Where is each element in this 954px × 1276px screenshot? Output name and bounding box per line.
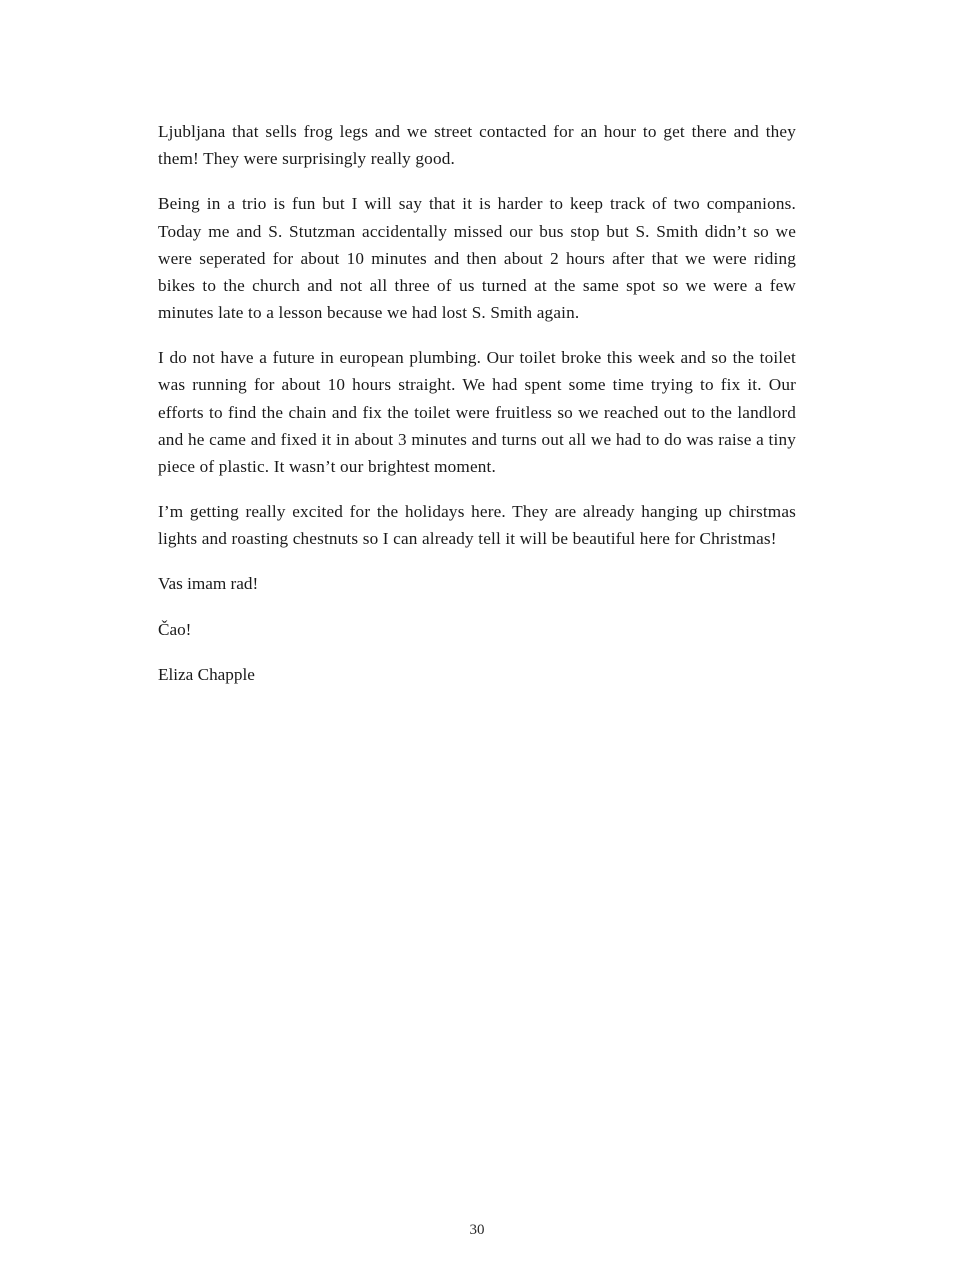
paragraph: I’m getting really excited for the holidays here. They are already hanging up chirstmas lights and roasting chestnuts so I can already tell it will be beautiful here for Christmas! [158, 502, 796, 549]
page-number: 30 [469, 1222, 485, 1238]
paragraph: Being in a trio is fun but I will say that it is harder to keep track of two companions. Today me and S. Stutzman accidentally missed our bus stop but S. Smith didn’t so we were seperated for about 10 minutes and then about 2 hours after that we were riding bikes to the church and not all three of us turned at the same spot so we were a few minutes late to a lesson because we had lost S. Smith again. [158, 194, 796, 323]
paragraph: Ljubljana that sells frog legs and we street contacted for an hour to get there and they them! They were surprisingly really good. [158, 122, 796, 169]
signature-name: Eliza Chapple [158, 664, 255, 684]
paragraph: I do not have a future in european plumbing. Our toilet broke this week and so the toilet was running for about 10 hours straight. We had spent some time trying to fix it. Our efforts to find the chain and fix the toilet were fruitless so we reached out to the landlord and he came and fixed it in about 3 minutes and turns out all we had to do was raise a tiny piece of plastic. It wasn’t our brightest moment. [158, 348, 796, 476]
signoff-line: Čao! [158, 619, 192, 639]
document-body [158, 118, 796, 706]
signoff-line: Vas imam rad! [158, 574, 259, 594]
